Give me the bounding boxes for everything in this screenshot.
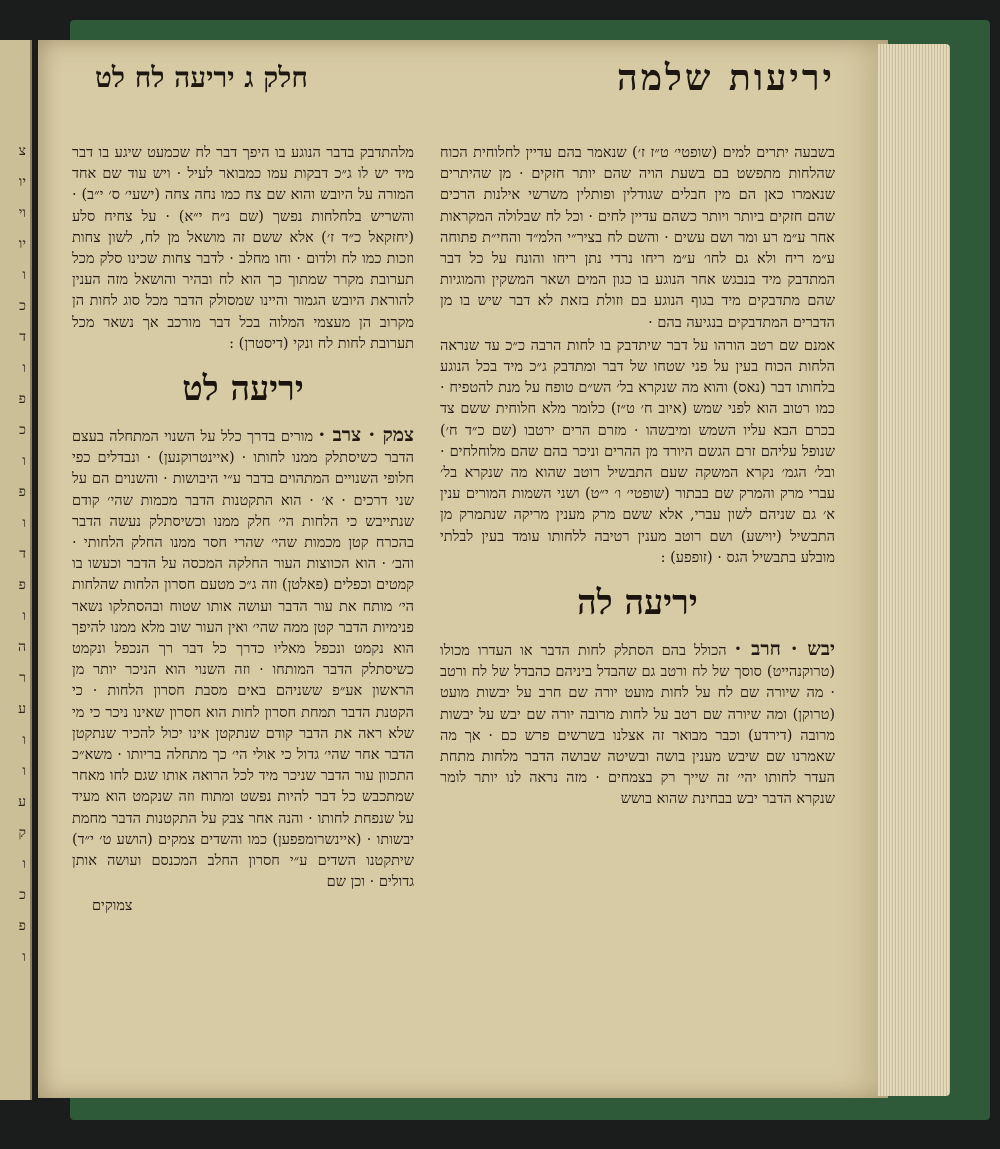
left-page-fragment: ד (19, 546, 26, 562)
running-title: יריעות שלמה (616, 57, 835, 99)
left-page-fragment: יו (18, 236, 26, 252)
right-column (440, 143, 835, 1003)
left-page-fragment: ו (22, 856, 26, 872)
paragraph: בשבעה יתרים למים (שופטי׳ ט״ז ז׳) שנאמר בהם עדיין לחלוחית הכוח שהלחות מתפשט בם בשעת הויה שהם יותר חזקים · מן שהיתרים שנאמרו כאן הם מין חבלים שגודלין ופותלין משרשי אילנות הרכים שהם חזקים ביותר ויותר כשהם עדיין לחים · וכל לח שבלולה המקראות אחר ע״מ רע ומר ושם עשים · והשם לח בציר״י הלמ״ד והחי״ת פתוחה ע״מ ריח ולא גם לחו׳ ע״מ ריחו נרדי נתן ריחו והונח על כל דבר המתדבק מיד בנבגש אחר הנוגע בו כגון המים ושאר המשקין והמוגיות שהם מתדבקים מיד בגוף הנוגע בם וזולת בזאת לא דבר שיש בו מן הדברים המתדבקים בנגיעה בהם · (440, 145, 835, 331)
left-page-fragment: ו (22, 763, 26, 779)
adjacent-left-page (0, 40, 32, 1100)
paragraph: מלהתדבק בדבר הנוגע בו היפך דבר לח שכמעט שיגע בו דבר מיד יש לו ג״כ דבקות עמו כמבואר לעיל · ויש עוד שם אחד המורה על היובש והוא שם צח כמו נחה צחה (ישעי׳ ס׳ י״ב) · והשריש בלחלחות נפשך (שם נ״ח י״א) · על צחיח סלע (יחזקאל כ״ד ז׳) אלא ששם זה מושאל מן לח, לשון צחות וזכות כמו לח ולדום · וחו מחלב · לדבר צחות שכינו סלק מכל תערובת מקרר שמתוך כך הוא לח ובהיר והושאל מזה הענין להוראת היובש הגמור והיינו שמסולק הדבר מכל סוג לחות הן מקרוב הן מעצמי המלוה בכל דבר מורכב אך נשאר מכל תערובת לחות לח ונקי (דיסטרן) : (72, 145, 414, 352)
left-column (72, 143, 414, 1043)
left-page-fragment: כ (19, 422, 26, 438)
left-page-fragment: פ (18, 918, 26, 934)
left-page-fragment: פ (18, 577, 26, 593)
left-page-fragment: ו (22, 360, 26, 376)
paragraph: אמנם שם רטב הורהו על דבר שיתדבק בו לחות הרבה כ״כ עד שנראה הלחות הכוח בעין על פני שטחו של דבר ומתדבק ג״כ מיד בכל הנוגע בלחותו דבר (נאס) והוא מה שנקרא בל׳ הש״ם טופח על מנת להטפיח · כמו רטוב הוא לפני שמש (איוב ח׳ ט״ז) כלומר מלא חלוחית ששם צד בכרם הבא עליו השמש ומיבשהו · מזרם הרים ירטבו (שם כ״ד ח׳) שנופל עליהם זרם הגשם היורד מן ההרים וניכר בהם שהם מלוחלחים · ובל׳ הגמ׳ נקרא המשקה שעם התבשיל רוטב שהוא מה שנקרא בל׳ עברי מרק והמרק שם בבתור (שופטי׳ ו׳ י״ט) ושני השמות המורים ענין א׳ גם שניהם לשון עברי, אלא ששם מרק מענין מריקה שנתמרק מן התבשיל (יוישע) ושם רוטב מענין רטיבה ללחותו עומד בעין לבלתי מובלע בתבשיל הגס · (זופפע) : (440, 337, 835, 566)
left-page-fragment: כ (19, 887, 26, 903)
left-page-fragment: ו (22, 732, 26, 748)
body-text: מורים בדרך כלל על השנוי המתחלה בעצם הדבר כשיסתלק ממנו לחותו · (איינטרוקנען) · ונבדלים כפי חלופי השנויים המתהוים בדבר ע״י היבושות · והשנוים הם על שני דרכים · א׳ · הוא התקטנות הדבר מכמות שהי׳ קודם שנתייבש כי הלחות הי׳ חלק ממנו וכשיסתלק נעשה הדבר בהכרח קטן מכמות שהי׳ שהרי חסר ממנו החלק הלחותי · והב׳ · הוא הכווצות העור החלקה המכסה על הדבר וכעשו בו קמטים וכפלים (פאלטן) וזה ג״כ מטעם חסרון הלחות שהלחות הי׳ מותח את עור הדבר ועושה אותו שטוח ובהסתלקו נשאר פנימיות הדבר קטן ממה שהי׳ ואין העור שוב מלא ממנו להיפך הוא נקמט ונכפל מאליו כדרך כל דבר רך הנכפל ונקמט כשיסתלק הדבר המותחו · וזה השנוי הוא הניכר יותר מן הראשון אע״פ ששניהם באים מסבת חסרון הלחות · כי הקטנת הדבר תמחת חסרון לחות הוא חסרון שאינו ניכר כי מי שלא ראה את הדבר קודם שנתקטן אינו יכול להכיר שנתקטן הדבר אחר שהי׳ גדול כי אולי הי׳ כך מתחלה בריותו · משא״כ התכוון עור הדבר שניכר מיד לכל הרואה אותו שגם לחו מאחר שמתכבש כל דבר להיות נפשט ומתוח וזה שנקמט הוא מעיד על שנפחת לחותו · והנה אחר צבק על התקטנות הדבר מחמת יבשותו · (איינשרומפפען) כמו והשדים צמקים (הושע ט׳ י״ד) שיתקטנו השדים ע״י חסרון החלב המכנסם ועושה אותן גדולים · וכן שם (72, 429, 414, 891)
left-page-fragment: כ (19, 298, 26, 314)
section-heading-lh: יריעה לה (577, 583, 698, 624)
left-page-fragment: יו (18, 174, 26, 190)
left-page-fragment: ר (19, 670, 26, 686)
left-page-fragment: ו (22, 515, 26, 531)
left-page-fragment: וי (18, 205, 26, 221)
running-chapter: חלק ג יריעה לח לט (95, 61, 308, 94)
section-paragraph (72, 425, 414, 893)
left-page-fragment: צ (18, 143, 26, 159)
catchword: צמוקים (92, 897, 133, 914)
left-page-fragment: ו (22, 949, 26, 965)
left-page-fragment: פ (18, 484, 26, 500)
left-page-fragment: ע (18, 701, 26, 717)
section-heading-lt: יריעה לט (182, 369, 304, 410)
left-page-fragment: ו (22, 267, 26, 283)
left-page-fragment: ה (17, 639, 26, 655)
page-edges (878, 44, 950, 1096)
body-text: הכולל בהם הסתלק לחות הדבר או העדרו מכולו (טרוקנהייט) סוסך של לח ורטב גם שהבדל ביניהם כהבדל של לח ורטב · מה שיורה שם לח על לחות מועט יורה שם חרב על יבשות מועט (טרוקן) ומה שיורה שם רטב על לחות מרובה יורה שם יבש על יבשות מרובה (דירדע) וכבר מבואר זה אצלנו בשרשים פרש כם · אך מה שאמרנו שם שיבש מענין בושה ובשיטה שבושה הדבר מלחות מתחת העדר לחותו יהי׳ זה שייך רק בצמחים · מזה נראה לנו יותר לומר שנקרא הדבר יבש בבחינת שהוא בושש (440, 643, 835, 808)
lead-words: יבש · חרב · (734, 638, 835, 661)
left-page-fragment: ק (18, 825, 26, 841)
lead-words: צמק · צרב · (318, 424, 414, 447)
left-page-fragment: ו (22, 608, 26, 624)
left-page-fragment: ו (22, 453, 26, 469)
section-paragraph (440, 639, 835, 811)
left-page-fragment: פ (18, 391, 26, 407)
running-header (95, 52, 835, 104)
left-page-fragment: ע (18, 794, 26, 810)
left-page-fragment: ד (19, 329, 26, 345)
